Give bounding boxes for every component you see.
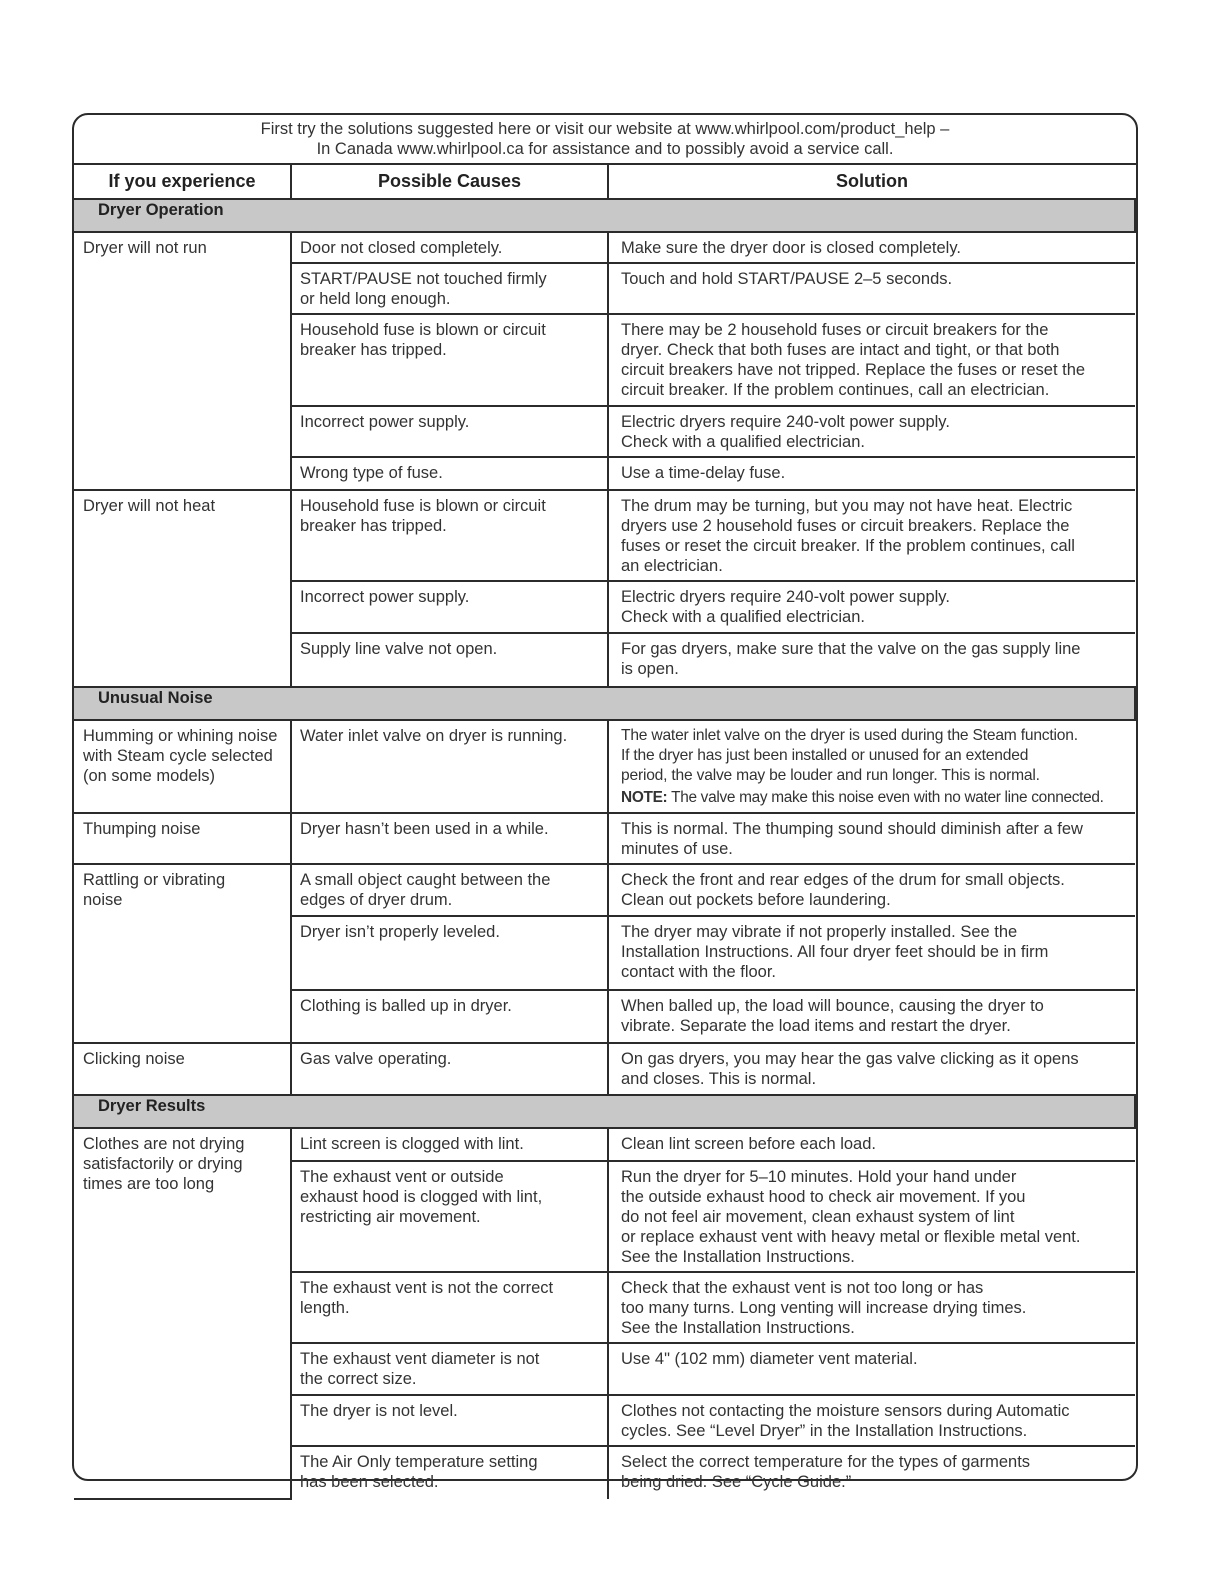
intro-line-2: In Canada www.whirlpool.ca for assistance and to possibly avoid a service call. bbox=[316, 140, 894, 158]
solution-cell: Run the dryer for 5–10 minutes. Hold your hand under the outside exhaust hood to check air movement. If you do not feel air movement, clean exhaust system of lint or replace exhaust vent with heavy metal or flexible metal vent. See the Installation Instructions. bbox=[608, 1161, 1135, 1272]
solution-cell: Electric dryers require 240-volt power supply. Check with a qualified electrician. bbox=[608, 406, 1135, 457]
cause-cell: The dryer is not level. bbox=[291, 1395, 608, 1446]
solution-cell: For gas dryers, make sure that the valve on the gas supply line is open. bbox=[608, 633, 1135, 687]
solution-cell: Clothes not contacting the moisture sensors during Automatic cycles. See “Level Dryer” in the Installation Instructions. bbox=[608, 1395, 1135, 1446]
header-solution: Solution bbox=[608, 165, 1135, 199]
cause-cell: A small object caught between the edges of dryer drum. bbox=[291, 864, 608, 916]
solution-cell: Check that the exhaust vent is not too long or has too many turns. Long venting will increase drying times. See the Installation Instructions. bbox=[608, 1272, 1135, 1343]
cause-cell: Household fuse is blown or circuit breaker has tripped. bbox=[291, 490, 608, 581]
troubleshooting-table bbox=[74, 165, 1136, 1500]
solution-cell bbox=[608, 720, 1135, 813]
cause-cell: The exhaust vent or outside exhaust hood is clogged with lint, restricting air movement. bbox=[291, 1161, 608, 1272]
table-row bbox=[74, 1128, 1135, 1161]
solution-cell: Make sure the dryer door is closed completely. bbox=[608, 232, 1135, 263]
troubleshooting-table-frame bbox=[72, 113, 1138, 1491]
experience-cell: Humming or whining noise with Steam cycle selected (on some models) bbox=[74, 720, 291, 813]
section-dryer-results bbox=[74, 1095, 1135, 1128]
solution-cell: On gas dryers, you may hear the gas valve clicking as it opens and closes. This is normal. bbox=[608, 1043, 1135, 1095]
table-row bbox=[74, 232, 1135, 263]
cause-cell: START/PAUSE not touched firmly or held long enough. bbox=[291, 263, 608, 314]
experience-cell: Clicking noise bbox=[74, 1043, 291, 1095]
note-label: NOTE: bbox=[621, 789, 668, 806]
solution-cell: There may be 2 household fuses or circuit breakers for the dryer. Check that both fuses are intact and tight, or that both circuit breakers have not tripped. Replace the fuses or reset the circuit breaker. If the problem continues, call an electrician. bbox=[608, 314, 1135, 406]
solution-cell: Clean lint screen before each load. bbox=[608, 1128, 1135, 1161]
cause-cell: Dryer isn’t properly leveled. bbox=[291, 916, 608, 990]
experience-cell: Clothes are not drying satisfactorily or drying times are too long bbox=[74, 1128, 291, 1499]
cause-cell: Incorrect power supply. bbox=[291, 581, 608, 633]
cause-cell: The Air Only temperature setting has been selected. bbox=[291, 1446, 608, 1499]
table-row bbox=[74, 1043, 1135, 1095]
cause-cell: Wrong type of fuse. bbox=[291, 457, 608, 490]
cause-cell: Lint screen is clogged with lint. bbox=[291, 1128, 608, 1161]
solution-cell: Use a time-delay fuse. bbox=[608, 457, 1135, 490]
table-row bbox=[74, 864, 1135, 916]
cause-cell: Household fuse is blown or circuit breaker has tripped. bbox=[291, 314, 608, 406]
intro-note bbox=[74, 115, 1136, 165]
solution-cell: The drum may be turning, but you may not have heat. Electric dryers use 2 household fuses or circuit breakers. Replace the fuses or reset the circuit breaker. If the problem continues, call an electrician. bbox=[608, 490, 1135, 581]
experience-cell: Dryer will not run bbox=[74, 232, 291, 490]
cause-cell: Supply line valve not open. bbox=[291, 633, 608, 687]
section-title: Dryer Results bbox=[74, 1095, 1135, 1128]
intro-line-1: First try the solutions suggested here or visit our website at www.whirlpool.com/product_help – bbox=[260, 120, 950, 138]
table-row bbox=[74, 813, 1135, 864]
header-causes: Possible Causes bbox=[291, 165, 608, 199]
table-row bbox=[74, 490, 1135, 581]
experience-cell: Rattling or vibrating noise bbox=[74, 864, 291, 1043]
solution-cell: Electric dryers require 240-volt power supply. Check with a qualified electrician. bbox=[608, 581, 1135, 633]
section-unusual-noise bbox=[74, 687, 1135, 720]
cause-cell: Clothing is balled up in dryer. bbox=[291, 990, 608, 1043]
cause-cell: Incorrect power supply. bbox=[291, 406, 608, 457]
cause-cell: The exhaust vent diameter is not the correct size. bbox=[291, 1343, 608, 1395]
cause-cell: Water inlet valve on dryer is running. bbox=[291, 720, 608, 813]
solution-cell: Use 4" (102 mm) diameter vent material. bbox=[608, 1343, 1135, 1395]
section-title: Dryer Operation bbox=[74, 199, 1135, 232]
solution-cell: Check the front and rear edges of the drum for small objects. Clean out pockets before laundering. bbox=[608, 864, 1135, 916]
note-line bbox=[621, 788, 1133, 808]
solution-cell: This is normal. The thumping sound should diminish after a few minutes of use. bbox=[608, 813, 1135, 864]
solution-cell: Select the correct temperature for the types of garments being dried. See “Cycle Guide.” bbox=[621, 1453, 1031, 1491]
section-dryer-operation bbox=[74, 199, 1135, 232]
section-title: Unusual Noise bbox=[74, 687, 1135, 720]
header-experience: If you experience bbox=[74, 165, 291, 199]
table-row bbox=[74, 720, 1135, 813]
experience-cell: Thumping noise bbox=[74, 813, 291, 864]
note-text: The valve may make this noise even with no water line connected. bbox=[667, 789, 1104, 806]
cause-cell: Dryer hasn’t been used in a while. bbox=[291, 813, 608, 864]
solution-cell: The dryer may vibrate if not properly installed. See the Installation Instructions. All four dryer feet should be in firm contact with the floor. bbox=[608, 916, 1135, 990]
header-row bbox=[74, 165, 1135, 199]
cause-cell: The exhaust vent is not the correct length. bbox=[291, 1272, 608, 1343]
solution-cell: Touch and hold START/PAUSE 2–5 seconds. bbox=[608, 263, 1135, 314]
solution-text: The water inlet valve on the dryer is used during the Steam function. If the dryer has just been installed or unused for an extended period, the valve may be louder and run longer. This is normal. bbox=[621, 727, 1078, 784]
experience-cell: Dryer will not heat bbox=[74, 490, 291, 687]
solution-cell: When balled up, the load will bounce, causing the dryer to vibrate. Separate the load items and restart the dryer. bbox=[608, 990, 1135, 1043]
cause-cell: Gas valve operating. bbox=[291, 1043, 608, 1095]
cause-cell: Door not closed completely. bbox=[291, 232, 608, 263]
